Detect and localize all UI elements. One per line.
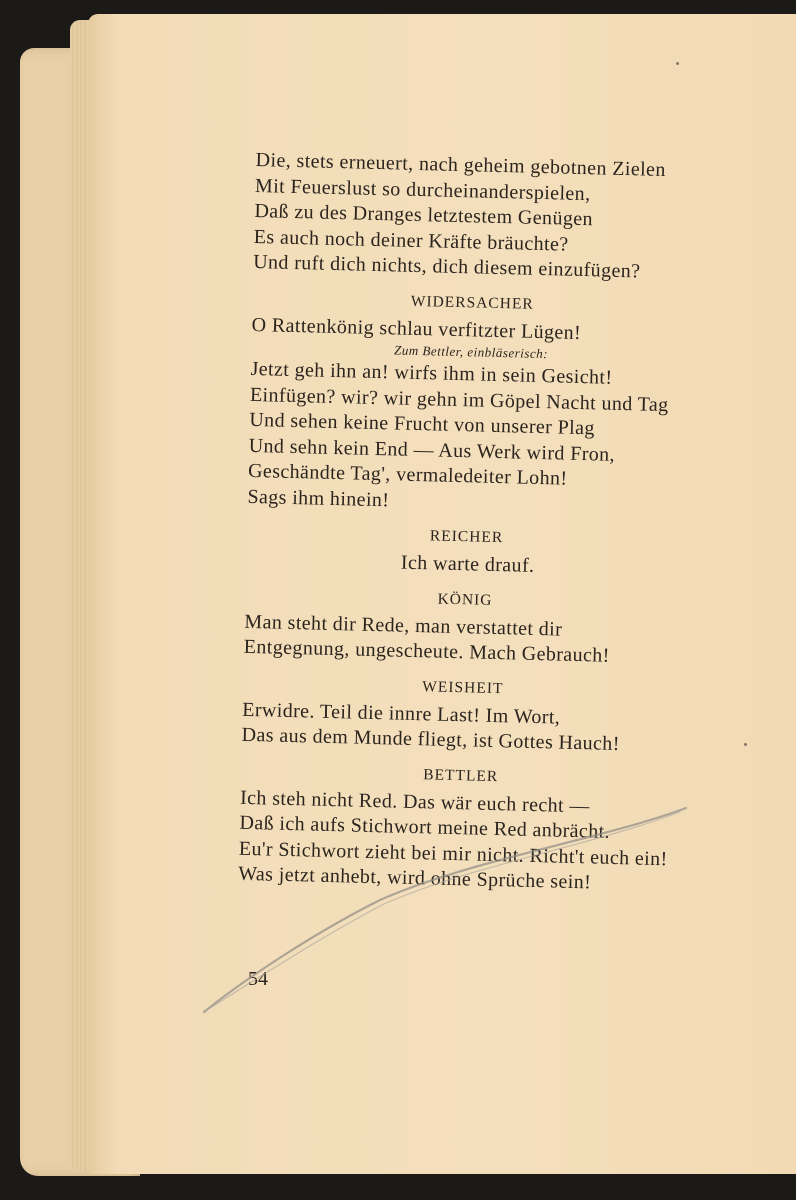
verse-line: Eu'r Stichwort zieht bei mir nicht. Richt't euch ein! xyxy=(238,837,668,870)
speaker-heading: WEISHEIT xyxy=(422,677,504,697)
verse-line: Und ruft dich nichts, dich diesem einzufügen? xyxy=(252,250,641,283)
speaker-heading: BETTLER xyxy=(423,765,499,785)
verse-line: Man steht dir Rede, man verstattet dir xyxy=(244,610,563,641)
paper-speck xyxy=(744,743,747,746)
speaker-heading: KÖNIG xyxy=(437,590,493,609)
verse-line: Erwidre. Teil die innre Last! Im Wort, xyxy=(242,698,561,729)
verse-line: Einfügen? wir? wir gehn im Göpel Nacht und Tag xyxy=(249,383,669,416)
verse-line: O Rattenkönig schlau verfitzter Lügen! xyxy=(251,313,582,344)
verse-line: Was jetzt anhebt, wird ohne Sprüche sein! xyxy=(237,862,592,894)
verse-line: Die, stets erneuert, nach geheim gebotnen Zielen xyxy=(255,148,667,182)
paper-speck xyxy=(676,62,679,65)
speaker-heading: WIDERSACHER xyxy=(410,292,534,313)
verse-line: Daß ich aufs Stichwort meine Red anbrächt. xyxy=(239,811,611,843)
verse-line: Daß zu des Dranges letztestem Genügen xyxy=(254,199,594,231)
verse-line: Ich warte drauf. xyxy=(400,551,535,577)
verse-line: Entgegnung, ungescheute. Mach Gebrauch! xyxy=(243,635,610,667)
verse-line: Und sehen keine Frucht von unserer Plag xyxy=(249,408,596,440)
verse-line: Jetzt geh ihn an! wirfs ihm in sein Gesicht! xyxy=(250,357,613,389)
verse-line: Sags ihm hinein! xyxy=(247,485,390,511)
page-number: 54 xyxy=(248,968,268,990)
speaker-heading: REICHER xyxy=(429,527,504,547)
verse-line: Das aus dem Munde fliegt, ist Gottes Hauch! xyxy=(241,723,621,756)
verse-line: Und sehn kein End — Aus Werk wird Fron, xyxy=(248,434,616,466)
verse-line: Geschändte Tag', vermaledeiter Lohn! xyxy=(247,459,568,490)
verse-line: Es auch noch deiner Kräfte bräuchte? xyxy=(253,225,569,256)
verse-line: Ich steh nicht Red. Das wär euch recht — xyxy=(239,786,591,817)
stage-direction: Zum Bettler, einbläserisch: xyxy=(393,342,549,362)
verse-line: Mit Feuerslust so durcheinanderspielen, xyxy=(254,174,591,205)
